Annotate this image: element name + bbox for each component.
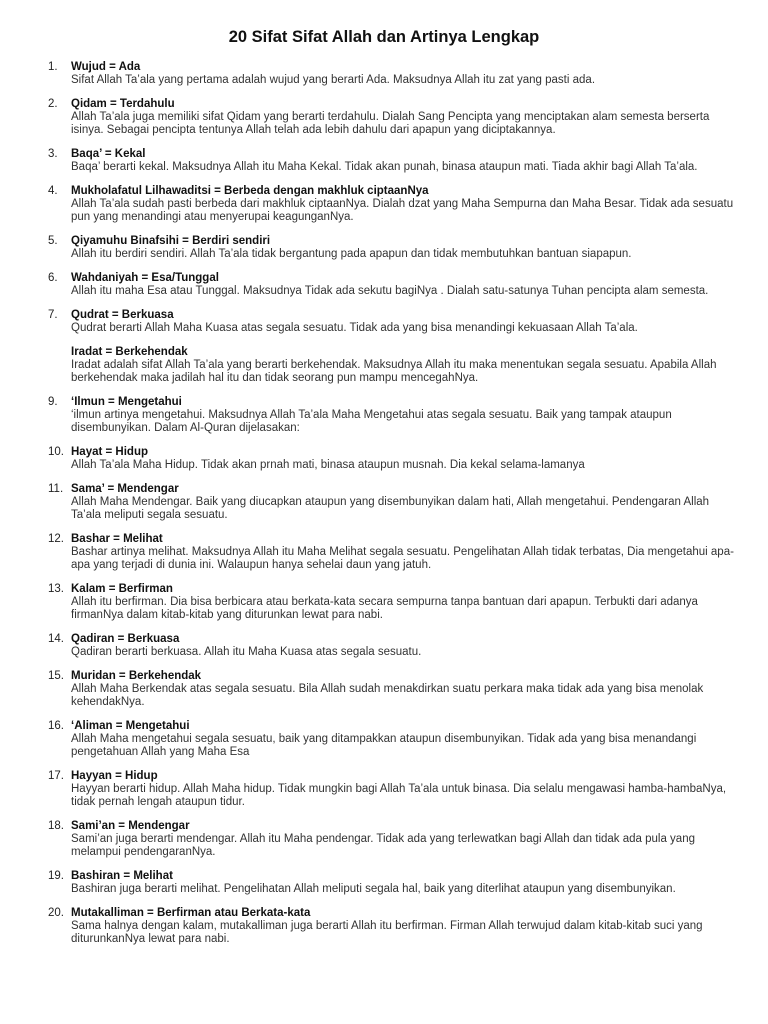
item-number: 20.	[48, 907, 64, 919]
list-item	[48, 309, 738, 335]
list-item	[48, 670, 738, 709]
item-number: 4.	[48, 185, 58, 197]
item-description: Sifat Allah Ta’ala yang pertama adalah wujud yang berarti Ada. Maksudnya Allah itu zat yang pasti ada.	[71, 74, 596, 86]
item-description: Allah itu maha Esa atau Tunggal. Maksudnya Tidak ada sekutu bagiNya . Dialah satu-satunya Tuhan pencipta alam semesta.	[71, 285, 709, 297]
item-description: Hayyan berarti hidup. Allah Maha hidup. Tidak mungkin bagi Allah Ta’ala untuk binasa. Dia selalu mengawasi hamba-hambaNya, tidak pernah lengah ataupun tidur.	[71, 783, 727, 808]
item-description: Allah Ta’ala juga memiliki sifat Qidam yang berarti terdahulu. Dialah Sang Pencipta yang menciptakan alam semesta berserta isinya. Sebagai pencipta tentunya Allah telah ada lebih dahulu dari apapun yang diciptakannya.	[71, 111, 710, 136]
item-heading: Qadiran = Berkuasa	[71, 633, 180, 645]
item-heading: Hayyan = Hidup	[71, 770, 158, 782]
item-heading: Muridan = Berkehendak	[71, 670, 202, 682]
item-description: Iradat adalah sifat Allah Ta’ala yang berarti berkehendak. Maksudnya Allah itu maka menentukan segala sesuatu. Apabila Allah berkehendak maka jadilah hal itu dan tidak seorang pun mampu mencegahNya.	[71, 359, 717, 384]
list-item	[48, 907, 738, 946]
item-number: 5.	[48, 235, 58, 247]
item-number: 7.	[48, 309, 58, 321]
list-item	[48, 148, 738, 174]
list-item	[48, 770, 738, 809]
item-heading: Bashiran = Melihat	[71, 870, 173, 882]
item-description: Bashiran juga berarti melihat. Pengelihatan Allah meliputi segala hal, baik yang diterlihat ataupun yang disembunyikan.	[71, 883, 676, 895]
item-description: Bashar artinya melihat. Maksudnya Allah itu Maha Melihat segala sesuatu. Pengelihatan Allah tidak terbatas, Dia mengetahui apa-apa yang terjadi di dunia ini. Walaupun hanya sehelai daun yang jatuh.	[71, 546, 734, 571]
item-heading: Hayat = Hidup	[71, 446, 149, 458]
item-number: 3.	[48, 148, 58, 160]
list-item	[48, 272, 738, 298]
item-heading: Sama’ = Mendengar	[71, 483, 179, 495]
item-number: 11.	[48, 483, 64, 495]
item-number: 18.	[48, 820, 64, 832]
item-number: 1.	[48, 61, 58, 73]
item-heading: Iradat = Berkehendak	[71, 346, 188, 358]
item-heading: Sami’an = Mendengar	[71, 820, 190, 832]
item-description: Qudrat berarti Allah Maha Kuasa atas segala sesuatu. Tidak ada yang bisa menandingi kekuasaan Allah Ta’ala.	[71, 322, 638, 334]
item-heading: Wahdaniyah = Esa/Tunggal	[71, 272, 219, 284]
item-description: Allah Ta’ala Maha Hidup. Tidak akan prnah mati, binasa ataupun musnah. Dia kekal selama-lamanya	[71, 459, 585, 471]
item-description: Allah Maha mengetahui segala sesuatu, baik yang ditampakkan ataupun disembunyikan. Tidak ada yang bisa menandangi pengetahuan Allah yang Maha Esa	[71, 733, 697, 758]
item-description: Qadiran berarti berkuasa. Allah itu Maha Kuasa atas segala sesuatu.	[71, 646, 422, 658]
item-number: 19.	[48, 870, 64, 882]
item-heading: Mutakalliman = Berfirman atau Berkata-kata	[71, 907, 311, 919]
item-heading: Bashar = Melihat	[71, 533, 163, 545]
list-item	[48, 235, 738, 261]
sifat-list	[48, 61, 738, 957]
item-description: Allah Maha Berkendak atas segala sesuatu. Bila Allah sudah menakdirkan suatu perkara maka tidak ada yang bisa menolak kehendakNya.	[71, 683, 704, 708]
list-item	[48, 583, 738, 622]
item-heading: Qidam = Terdahulu	[71, 98, 175, 110]
item-number: 9.	[48, 396, 58, 408]
list-item	[48, 633, 738, 659]
item-heading: Mukholafatul Lilhawaditsi = Berbeda dengan makhluk ciptaanNya	[71, 185, 429, 197]
item-heading: Qudrat = Berkuasa	[71, 309, 174, 321]
item-description: Sama halnya dengan kalam, mutakalliman juga berarti Allah itu berfirman. Firman Allah terwujud dalam kitab-kitab suci yang diturunkanNya lewat para nabi.	[71, 920, 703, 945]
list-item	[48, 446, 738, 472]
list-item	[48, 396, 738, 435]
list-item	[48, 61, 738, 87]
item-number: 12.	[48, 533, 64, 545]
list-item	[48, 533, 738, 572]
item-number: 10.	[48, 446, 64, 458]
item-description: Baqa’ berarti kekal. Maksudnya Allah itu Maha Kekal. Tidak akan punah, binasa ataupun mati. Tiada akhir bagi Allah Ta’ala.	[71, 161, 698, 173]
list-item	[48, 483, 738, 522]
page-title: 20 Sifat Sifat Allah dan Artinya Lengkap	[228, 28, 540, 46]
item-heading: Baqa’ = Kekal	[71, 148, 146, 160]
item-number: 16.	[48, 720, 64, 732]
list-item	[48, 820, 738, 859]
list-item	[48, 98, 738, 137]
item-heading: ‘Ilmun = Mengetahui	[71, 396, 182, 408]
item-description: Sami’an juga berarti mendengar. Allah itu Maha pendengar. Tidak ada yang terlewatkan bagi Allah dan tidak ada pula yang melampui pendengaranNya.	[71, 833, 695, 858]
item-description: Allah itu berdiri sendiri. Allah Ta’ala tidak bergantung pada apapun dan tidak membutuhkan bantuan siapapun.	[71, 248, 632, 260]
item-heading: ‘Aliman = Mengetahui	[71, 720, 190, 732]
item-number: 6.	[48, 272, 58, 284]
item-heading: Kalam = Berfirman	[71, 583, 173, 595]
item-number: 17.	[48, 770, 64, 782]
item-number: 14.	[48, 633, 64, 645]
item-number: 15.	[48, 670, 64, 682]
list-item	[48, 346, 738, 385]
item-description: Allah Ta’ala sudah pasti berbeda dari makhluk ciptaanNya. Dialah dzat yang Maha Sempurna dan Maha Besar. Tidak ada sesuatu pun yang menandingi atau menyerupai keagunganNya.	[71, 198, 734, 223]
item-heading: Wujud = Ada	[71, 61, 141, 73]
item-number: 13.	[48, 583, 64, 595]
item-number: 2.	[48, 98, 58, 110]
item-heading: Qiyamuhu Binafsihi = Berdiri sendiri	[71, 235, 271, 247]
list-item	[48, 720, 738, 759]
item-description: ‘ilmun artinya mengetahui. Maksudnya Allah Ta’ala Maha Mengetahui atas segala sesuatu. Baik yang tampak ataupun disembunyikan. Dalam Al-Quran dijelasakan:	[71, 409, 672, 434]
item-description: Allah itu berfirman. Dia bisa berbicara atau berkata-kata secara sempurna tanpa bantuan dari apapun. Terbukti dari adanya firmanNya dalam kitab-kitab yang diturunkan lewat para nabi.	[71, 596, 698, 621]
list-item	[48, 870, 738, 896]
list-item	[48, 185, 738, 224]
item-description: Allah Maha Mendengar. Baik yang diucapkan ataupun yang disembunyikan dalam hati, Allah mengetahui. Pendengaran Allah Ta’ala meliputi segala sesuatu.	[71, 496, 710, 521]
